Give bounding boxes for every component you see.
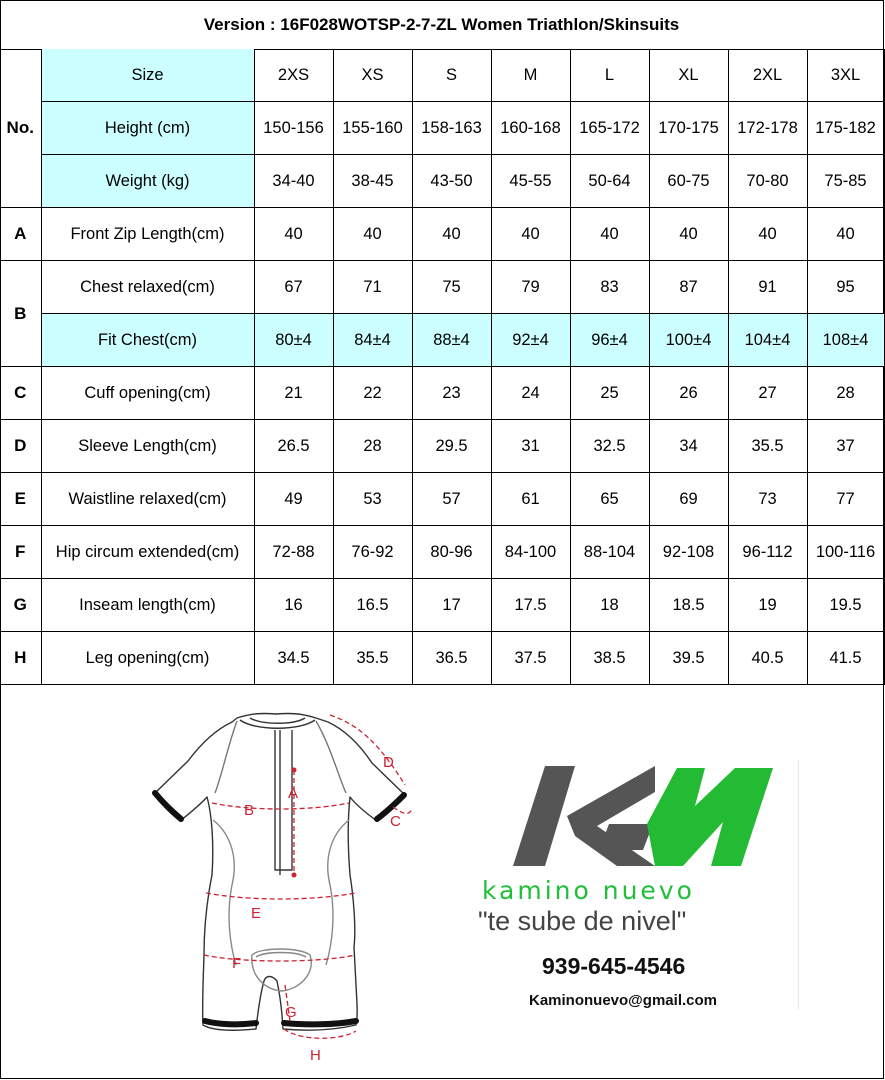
value-cell: 16.5	[333, 579, 412, 632]
height-cell: 155-160	[333, 102, 412, 155]
value-cell: 84-100	[491, 526, 570, 579]
value-cell: 40	[570, 208, 649, 261]
weight-label: Weight (kg)	[41, 155, 254, 208]
weight-cell: 60-75	[649, 155, 728, 208]
kn-logo-icon	[505, 762, 795, 872]
value-cell: 38.5	[570, 632, 649, 685]
value-cell: 28	[807, 367, 884, 420]
value-cell: 41.5	[807, 632, 884, 685]
size-cell: M	[491, 49, 570, 102]
value-cell: 95	[807, 261, 884, 314]
value-cell: 40	[412, 208, 491, 261]
value-cell: 39.5	[649, 632, 728, 685]
height-cell: 172-178	[728, 102, 807, 155]
measurement-row	[0, 420, 884, 473]
value-cell: 40	[254, 208, 333, 261]
size-cell: XS	[333, 49, 412, 102]
value-cell: 21	[254, 367, 333, 420]
value-cell: 26	[649, 367, 728, 420]
header-row-height	[0, 102, 884, 155]
value-cell: 25	[570, 367, 649, 420]
row-label: Chest relaxed(cm)	[41, 261, 254, 314]
value-cell: 27	[728, 367, 807, 420]
value-cell: 100±4	[649, 314, 728, 367]
size-cell: S	[412, 49, 491, 102]
value-cell: 17.5	[491, 579, 570, 632]
row-code: D	[0, 420, 41, 473]
weight-cell: 38-45	[333, 155, 412, 208]
value-cell: 84±4	[333, 314, 412, 367]
brand-name: kamino nuevo	[482, 876, 695, 905]
measurement-row	[0, 367, 884, 420]
value-cell: 100-116	[807, 526, 884, 579]
value-cell: 19	[728, 579, 807, 632]
height-cell: 170-175	[649, 102, 728, 155]
weight-cell: 43-50	[412, 155, 491, 208]
diagram-label-c: C	[390, 813, 401, 830]
value-cell: 34	[649, 420, 728, 473]
row-label: Waistline relaxed(cm)	[41, 473, 254, 526]
height-label: Height (cm)	[41, 102, 254, 155]
row-code: B	[0, 261, 41, 367]
weight-cell: 50-64	[570, 155, 649, 208]
size-label: Size	[41, 49, 254, 102]
chart-title: Version : 16F028WOTSP-2-7-ZL Women Triathlon/Skinsuits	[0, 0, 883, 50]
value-cell: 37	[807, 420, 884, 473]
diagram-label-b: B	[244, 802, 255, 819]
value-cell: 88±4	[412, 314, 491, 367]
contact-phone: 939-645-4546	[542, 953, 686, 979]
measurement-row	[0, 314, 884, 367]
value-cell: 18	[570, 579, 649, 632]
value-cell: 71	[333, 261, 412, 314]
measurement-row	[0, 208, 884, 261]
height-cell: 150-156	[254, 102, 333, 155]
value-cell: 67	[254, 261, 333, 314]
value-cell: 96-112	[728, 526, 807, 579]
value-cell: 26.5	[254, 420, 333, 473]
skinsuit-diagram	[0, 685, 470, 1078]
value-cell: 24	[491, 367, 570, 420]
row-code: A	[0, 208, 41, 261]
value-cell: 19.5	[807, 579, 884, 632]
value-cell: 36.5	[412, 632, 491, 685]
diagram-label-f: F	[232, 955, 242, 972]
value-cell: 104±4	[728, 314, 807, 367]
size-cell: L	[570, 49, 649, 102]
value-cell: 73	[728, 473, 807, 526]
value-cell: 87	[649, 261, 728, 314]
header-row-weight	[0, 155, 884, 208]
diagram-label-d: D	[383, 754, 394, 771]
value-cell: 40	[491, 208, 570, 261]
row-label: Hip circum extended(cm)	[41, 526, 254, 579]
diagram-label-e: E	[251, 905, 262, 922]
value-cell: 76-92	[333, 526, 412, 579]
value-cell: 49	[254, 473, 333, 526]
value-cell: 16	[254, 579, 333, 632]
measurement-row	[0, 261, 884, 314]
contact-email: Kaminonuevo@gmail.com	[529, 992, 717, 1009]
weight-cell: 75-85	[807, 155, 884, 208]
diagram-label-h: H	[310, 1047, 321, 1064]
value-cell: 40.5	[728, 632, 807, 685]
height-cell: 158-163	[412, 102, 491, 155]
height-cell: 160-168	[491, 102, 570, 155]
value-cell: 69	[649, 473, 728, 526]
value-cell: 35.5	[728, 420, 807, 473]
no-header: No.	[0, 49, 41, 208]
height-cell: 165-172	[570, 102, 649, 155]
row-label: Leg opening(cm)	[41, 632, 254, 685]
value-cell: 91	[728, 261, 807, 314]
value-cell: 53	[333, 473, 412, 526]
row-label: Sleeve Length(cm)	[41, 420, 254, 473]
value-cell: 18.5	[649, 579, 728, 632]
value-cell: 96±4	[570, 314, 649, 367]
value-cell: 65	[570, 473, 649, 526]
measurement-row	[0, 526, 884, 579]
row-code: E	[0, 473, 41, 526]
size-cell: 2XL	[728, 49, 807, 102]
size-cell: 2XS	[254, 49, 333, 102]
value-cell: 35.5	[333, 632, 412, 685]
height-cell: 175-182	[807, 102, 884, 155]
value-cell: 40	[649, 208, 728, 261]
value-cell: 92±4	[491, 314, 570, 367]
size-cell: 3XL	[807, 49, 884, 102]
weight-cell: 45-55	[491, 155, 570, 208]
value-cell: 61	[491, 473, 570, 526]
value-cell: 40	[807, 208, 884, 261]
row-label: Cuff opening(cm)	[41, 367, 254, 420]
row-code: F	[0, 526, 41, 579]
value-cell: 77	[807, 473, 884, 526]
measurement-row	[0, 579, 884, 632]
value-cell: 79	[491, 261, 570, 314]
value-cell: 37.5	[491, 632, 570, 685]
value-cell: 72-88	[254, 526, 333, 579]
value-cell: 75	[412, 261, 491, 314]
weight-cell: 34-40	[254, 155, 333, 208]
value-cell: 40	[333, 208, 412, 261]
diagram-label-a: A	[288, 785, 299, 802]
value-cell: 57	[412, 473, 491, 526]
value-cell: 34.5	[254, 632, 333, 685]
weight-cell: 70-80	[728, 155, 807, 208]
value-cell: 29.5	[412, 420, 491, 473]
value-cell: 23	[412, 367, 491, 420]
value-cell: 32.5	[570, 420, 649, 473]
value-cell: 80-96	[412, 526, 491, 579]
row-code: C	[0, 367, 41, 420]
measurement-row	[0, 632, 884, 685]
value-cell: 31	[491, 420, 570, 473]
measurement-row	[0, 473, 884, 526]
row-label: Inseam length(cm)	[41, 579, 254, 632]
row-code: H	[0, 632, 41, 685]
value-cell: 80±4	[254, 314, 333, 367]
value-cell: 108±4	[807, 314, 884, 367]
brand-slogan: "te sube de nivel"	[478, 906, 687, 936]
size-cell: XL	[649, 49, 728, 102]
row-label: Front Zip Length(cm)	[41, 208, 254, 261]
value-cell: 83	[570, 261, 649, 314]
header-row-size	[0, 49, 884, 102]
value-cell: 17	[412, 579, 491, 632]
value-cell: 28	[333, 420, 412, 473]
size-table	[0, 49, 885, 685]
value-cell: 22	[333, 367, 412, 420]
value-cell: 88-104	[570, 526, 649, 579]
value-cell: 40	[728, 208, 807, 261]
row-code: G	[0, 579, 41, 632]
row-label: Fit Chest(cm)	[41, 314, 254, 367]
value-cell: 92-108	[649, 526, 728, 579]
diagram-label-g: G	[285, 1004, 297, 1021]
